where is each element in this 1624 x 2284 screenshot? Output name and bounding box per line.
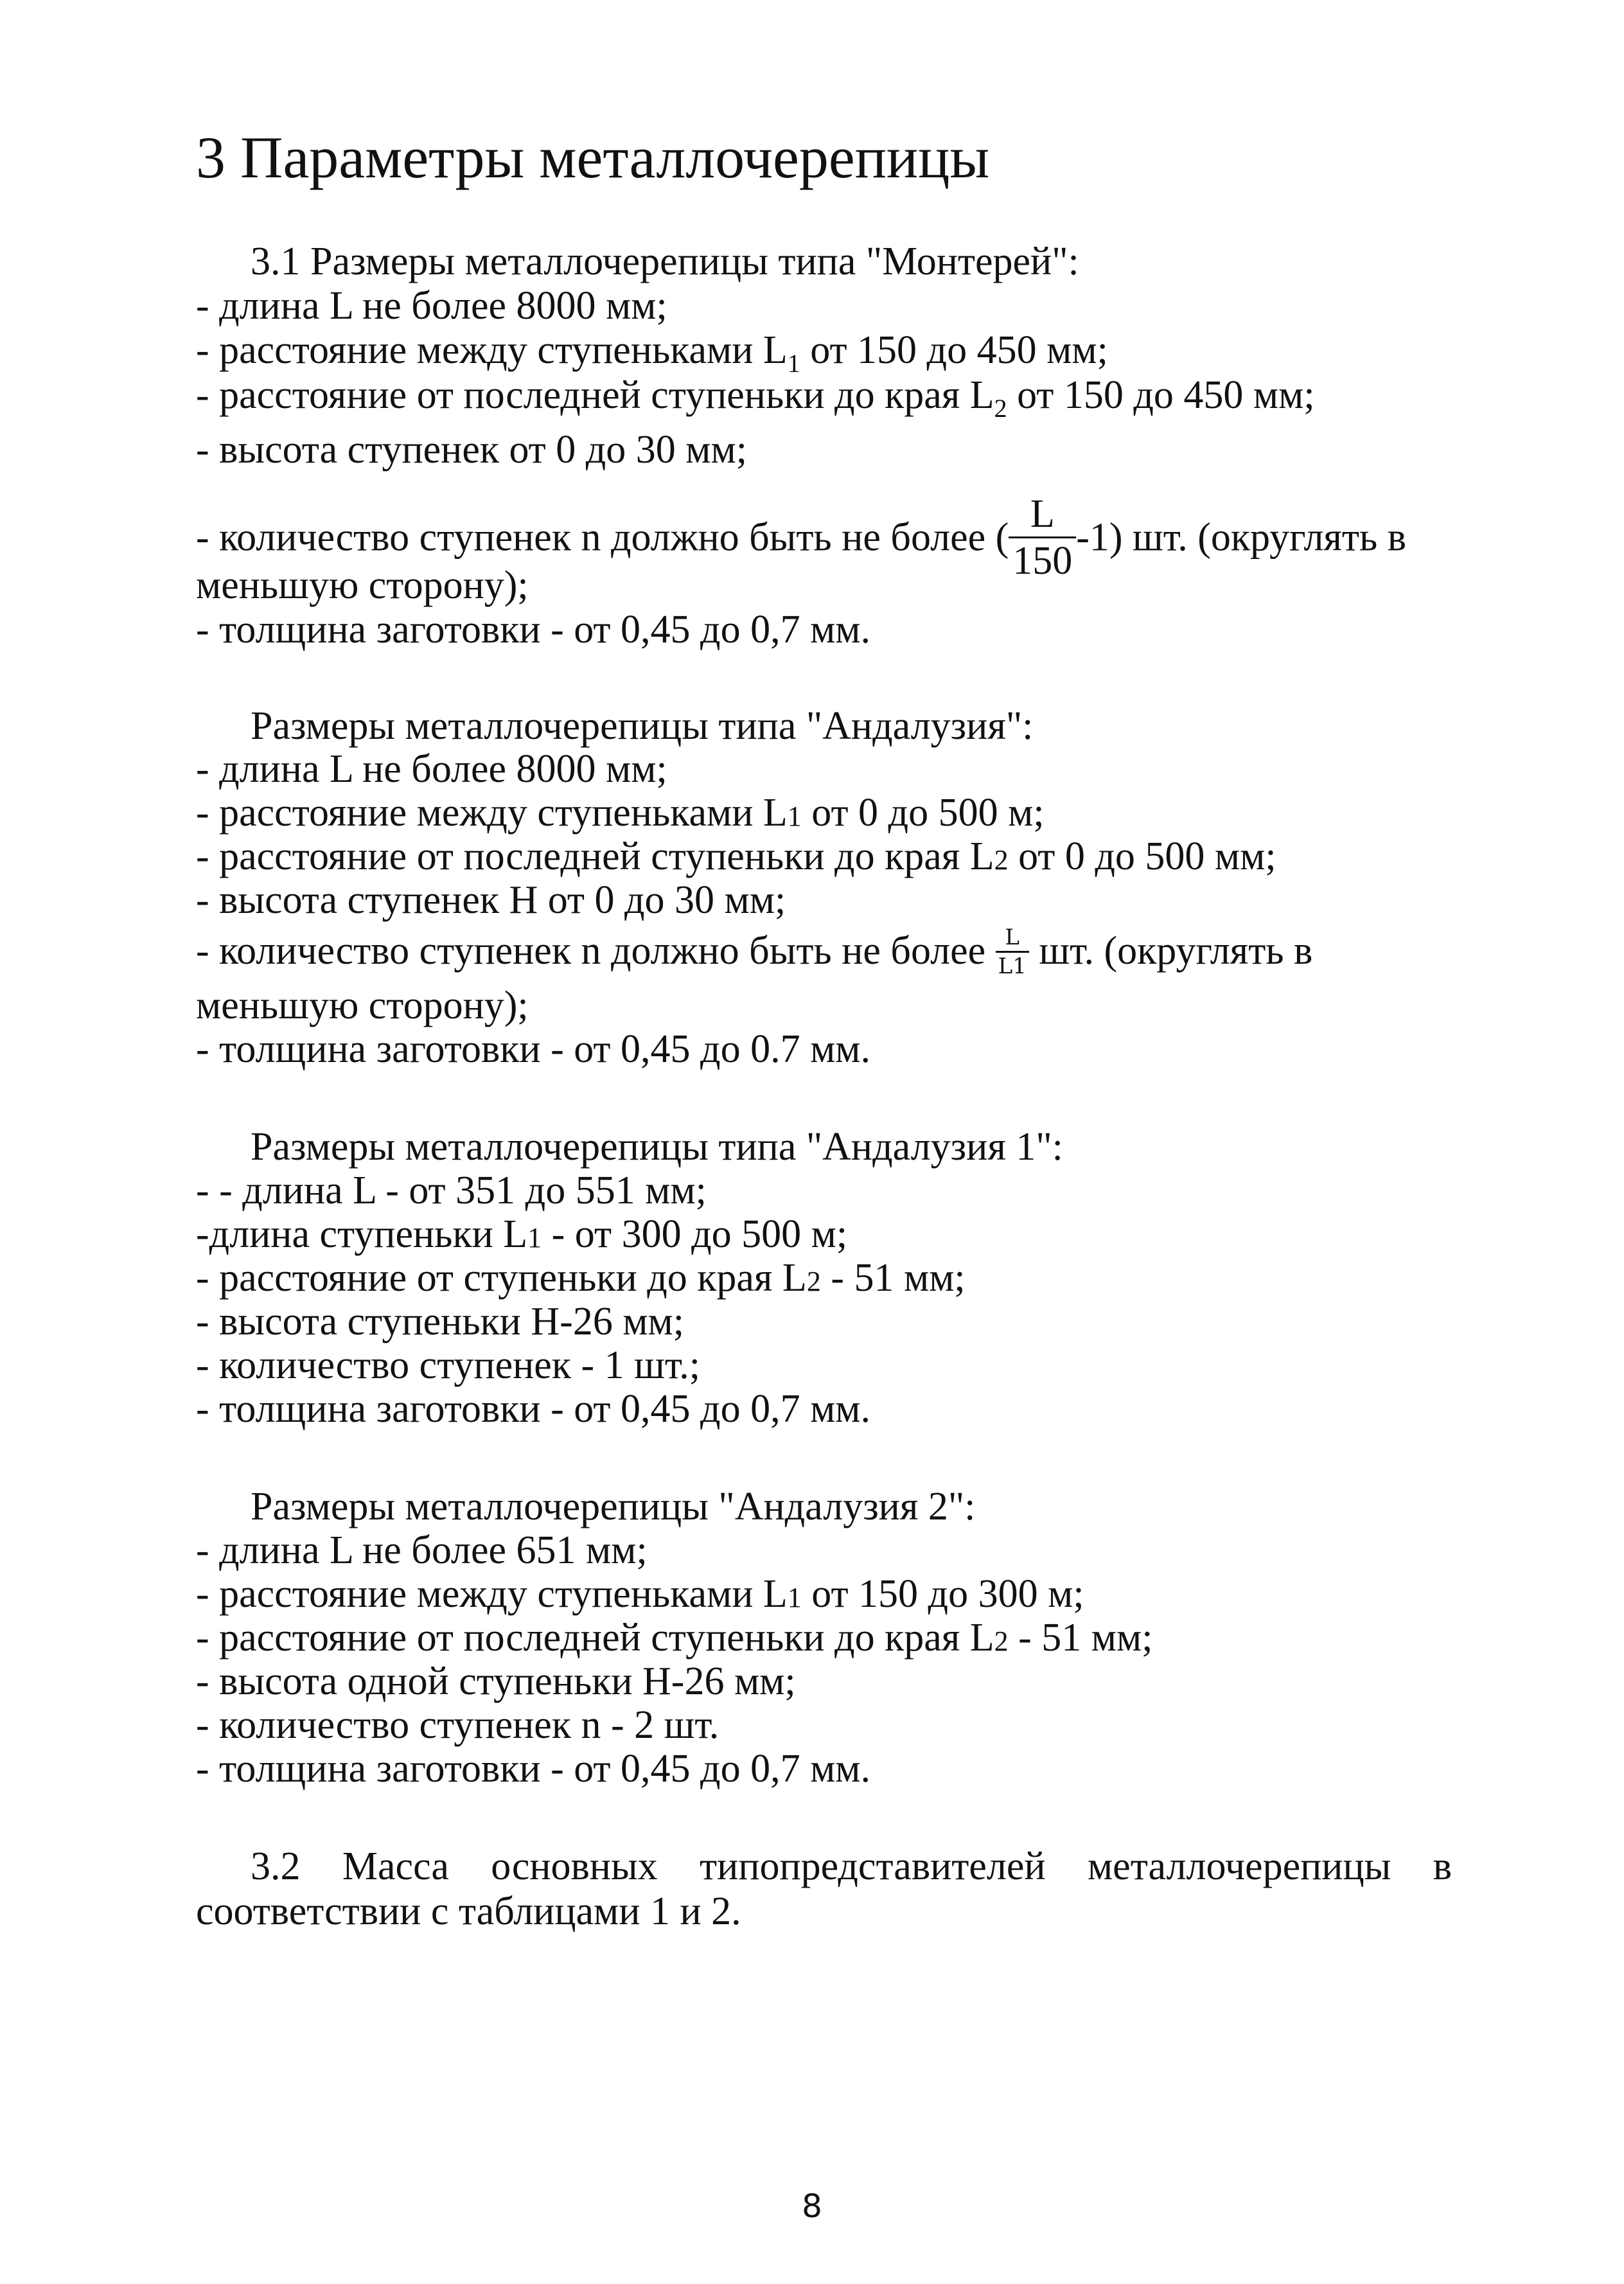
mass-word: основных [491,1845,658,1888]
mass-word: металлочерепицы [1087,1845,1391,1888]
andalusia-title: Размеры металлочерепицы типа "Андалузия": [251,704,1034,748]
fraction-l-over-150: $\frac{L}{150}$ [1009,494,1076,581]
andalusia1-title: Размеры металлочерепицы типа "Андалузия 1": [251,1125,1063,1169]
andalusia-step-count: - количество ступенек n должно быть не более $\frac{L}{L1}$ шт. (округлять в [196,925,1313,980]
monterey-thickness: - толщина заготовки - от 0,45 до 0,7 мм. [196,608,871,651]
andalusia1-length: - - длина L - от 351 до 551 мм; [196,1169,707,1212]
section-heading: 3 Параметры металлочерепицы [196,125,990,190]
andalusia-edge-distance: - расстояние от последней ступеньки до края L2 от 0 до 500 мм; [196,835,1276,878]
monterey-step-height: - высота ступенек от 0 до 30 мм; [196,428,747,472]
monterey-step-distance: - расстояние между ступеньками $L_1$ от 150 до 450 мм; [196,328,1108,378]
andalusia-length: - длина L не более 8000 мм; [196,747,667,791]
andalusia2-step-distance: - расстояние между ступеньками L1 от 150 до 300 м; [196,1572,1084,1616]
mass-paragraph-line2: соответствии с таблицами 1 и 2. [196,1890,741,1933]
andalusia-thickness: - толщина заготовки - от 0,45 до 0.7 мм. [196,1027,871,1071]
mass-word: в [1433,1845,1452,1888]
andalusia1-step-count: - количество ступенек - 1 шт.; [196,1343,700,1387]
andalusia-step-height: - высота ступенек H от 0 до 30 мм; [196,878,786,922]
andalusia2-thickness: - толщина заготовки - от 0,45 до 0,7 мм. [196,1747,871,1791]
mass-word: Масса [342,1845,449,1888]
andalusia-rounding-note: меньшую сторону); [196,984,529,1027]
mass-paragraph-line1 [251,1844,1452,1889]
andalusia1-step-length: -длина ступеньки L1 - от 300 до 500 м; [196,1212,848,1256]
andalusia2-edge-distance: - расстояние от последней ступеньки до края L2 - 51 мм; [196,1616,1153,1660]
monterey-step-count: - количество ступенек n должно быть не более ( $\frac{L}{150}$ -1) шт. (округлять в [196,492,1407,583]
monterey-title: 3.1 Размеры металлочерепицы типа "Монтерей": [251,240,1079,283]
andalusia1-thickness: - толщина заготовки - от 0,45 до 0,7 мм. [196,1387,871,1431]
andalusia2-length: - длина L не более 651 мм; [196,1528,648,1572]
monterey-rounding-note: меньшую сторону); [196,563,529,607]
fraction-l-over-l1: $\frac{L}{L1}$ [996,926,1029,977]
mass-word: 3.2 [251,1845,301,1888]
andalusia2-step-height: - высота одной ступеньки H-26 мм; [196,1660,796,1703]
andalusia-step-distance: - расстояние между ступеньками L1 от 0 до 500 м; [196,791,1045,835]
page-number: 8 [802,2188,822,2225]
mass-word: типопредставителей [700,1845,1046,1888]
andalusia1-edge-distance: - расстояние от ступеньки до края L2 - 51 мм; [196,1256,966,1300]
andalusia1-step-height: - высота ступеньки H-26 мм; [196,1300,685,1343]
monterey-edge-distance: - расстояние от последней ступеньки до края $L_2$ от 150 до 450 мм; [196,373,1315,423]
andalusia2-title: Размеры металлочерепицы "Андалузия 2": [251,1485,976,1528]
monterey-length: - длина L не более 8000 мм; [196,284,667,328]
andalusia2-step-count: - количество ступенек n - 2 шт. [196,1703,719,1747]
